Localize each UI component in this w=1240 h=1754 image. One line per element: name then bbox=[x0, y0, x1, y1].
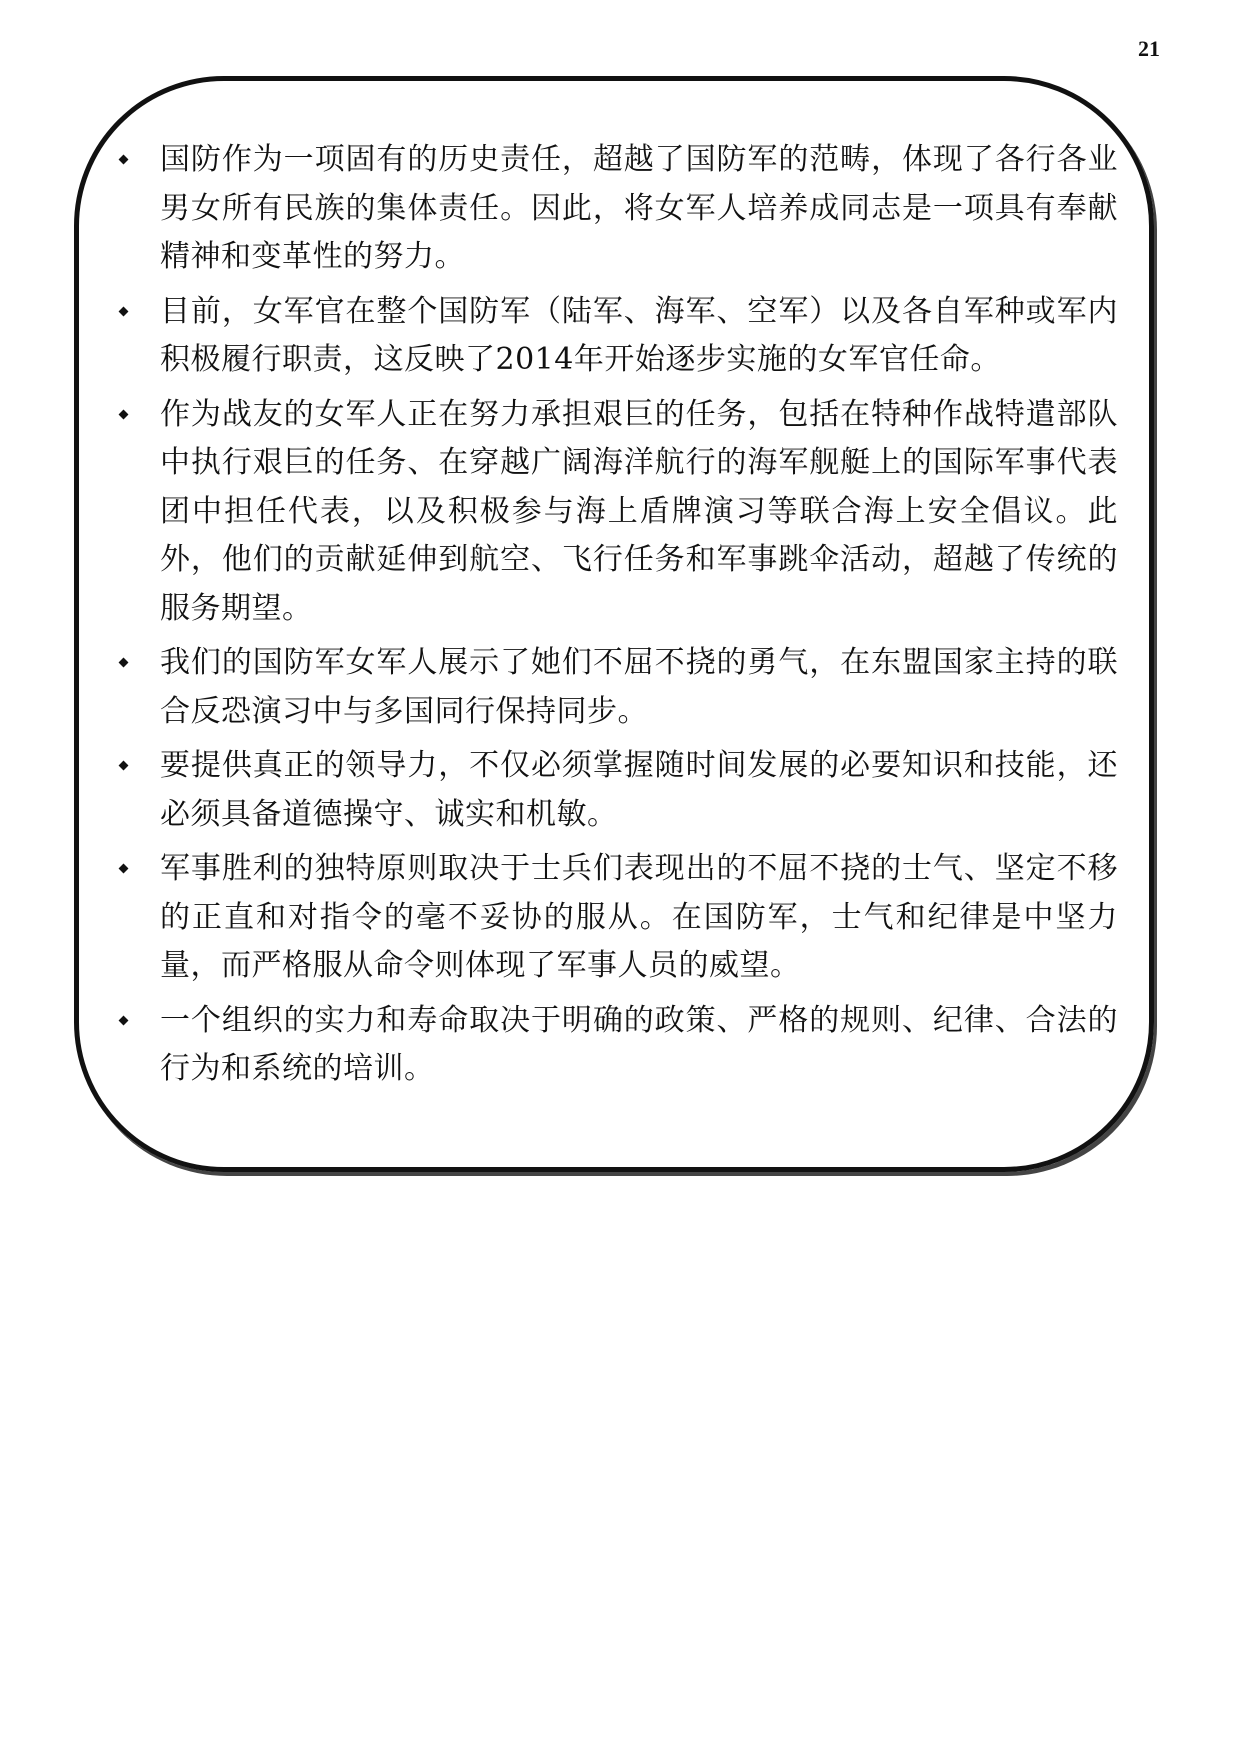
list-item bbox=[118, 391, 1118, 634]
diamond-bullet-icon bbox=[119, 155, 129, 165]
bullet-text: 军事胜利的独特原则取决于士兵们表现出的不屈不挠的士气、坚定不移的正直和对指令的毫不妥协的服从。在国防军，士气和纪律是中坚力量，而严格服从命令则体现了军事人员的威望。 bbox=[160, 851, 1118, 983]
page-number: 21 bbox=[1138, 36, 1160, 61]
list-item bbox=[118, 845, 1118, 991]
diamond-bullet-icon bbox=[119, 409, 129, 419]
diamond-bullet-icon bbox=[119, 864, 129, 874]
bullet-text: 国防作为一项固有的历史责任，超越了国防军的范畴，体现了各行各业男女所有民族的集体责任。因此，将女军人培养成同志是一项具有奉献精神和变革性的努力。 bbox=[160, 142, 1118, 274]
bullet-text: 一个组织的实力和寿命取决于明确的政策、严格的规则、纪律、合法的行为和系统的培训。 bbox=[160, 1002, 1118, 1086]
diamond-bullet-icon bbox=[119, 1015, 129, 1025]
list-item bbox=[118, 288, 1118, 385]
diamond-bullet-icon bbox=[119, 761, 129, 771]
list-item bbox=[118, 136, 1118, 282]
list-item bbox=[118, 997, 1118, 1094]
diamond-bullet-icon bbox=[119, 306, 129, 316]
bullet-list bbox=[118, 136, 1118, 1100]
bullet-text: 作为战友的女军人正在努力承担艰巨的任务，包括在特种作战特遣部队中执行艰巨的任务、在穿越广阔海洋航行的海军舰艇上的国际军事代表团中担任代表，以及积极参与海上盾牌演习等联合海上安全倡议。此外，他们的贡献延伸到航空、飞行任务和军事跳伞活动，超越了传统的服务期望。 bbox=[160, 396, 1118, 626]
list-item bbox=[118, 639, 1118, 736]
diamond-bullet-icon bbox=[119, 658, 129, 668]
list-item bbox=[118, 742, 1118, 839]
bullet-text: 要提供真正的领导力，不仅必须掌握随时间发展的必要知识和技能，还必须具备道德操守、诚实和机敏。 bbox=[160, 748, 1118, 832]
bullet-text: 目前，女军官在整个国防军（陆军、海军、空军）以及各自军种或军内积极履行职责，这反映了2014年开始逐步实施的女军官任命。 bbox=[160, 293, 1118, 377]
bullet-text: 我们的国防军女军人展示了她们不屈不挠的勇气，在东盟国家主持的联合反恐演习中与多国同行保持同步。 bbox=[160, 645, 1118, 729]
